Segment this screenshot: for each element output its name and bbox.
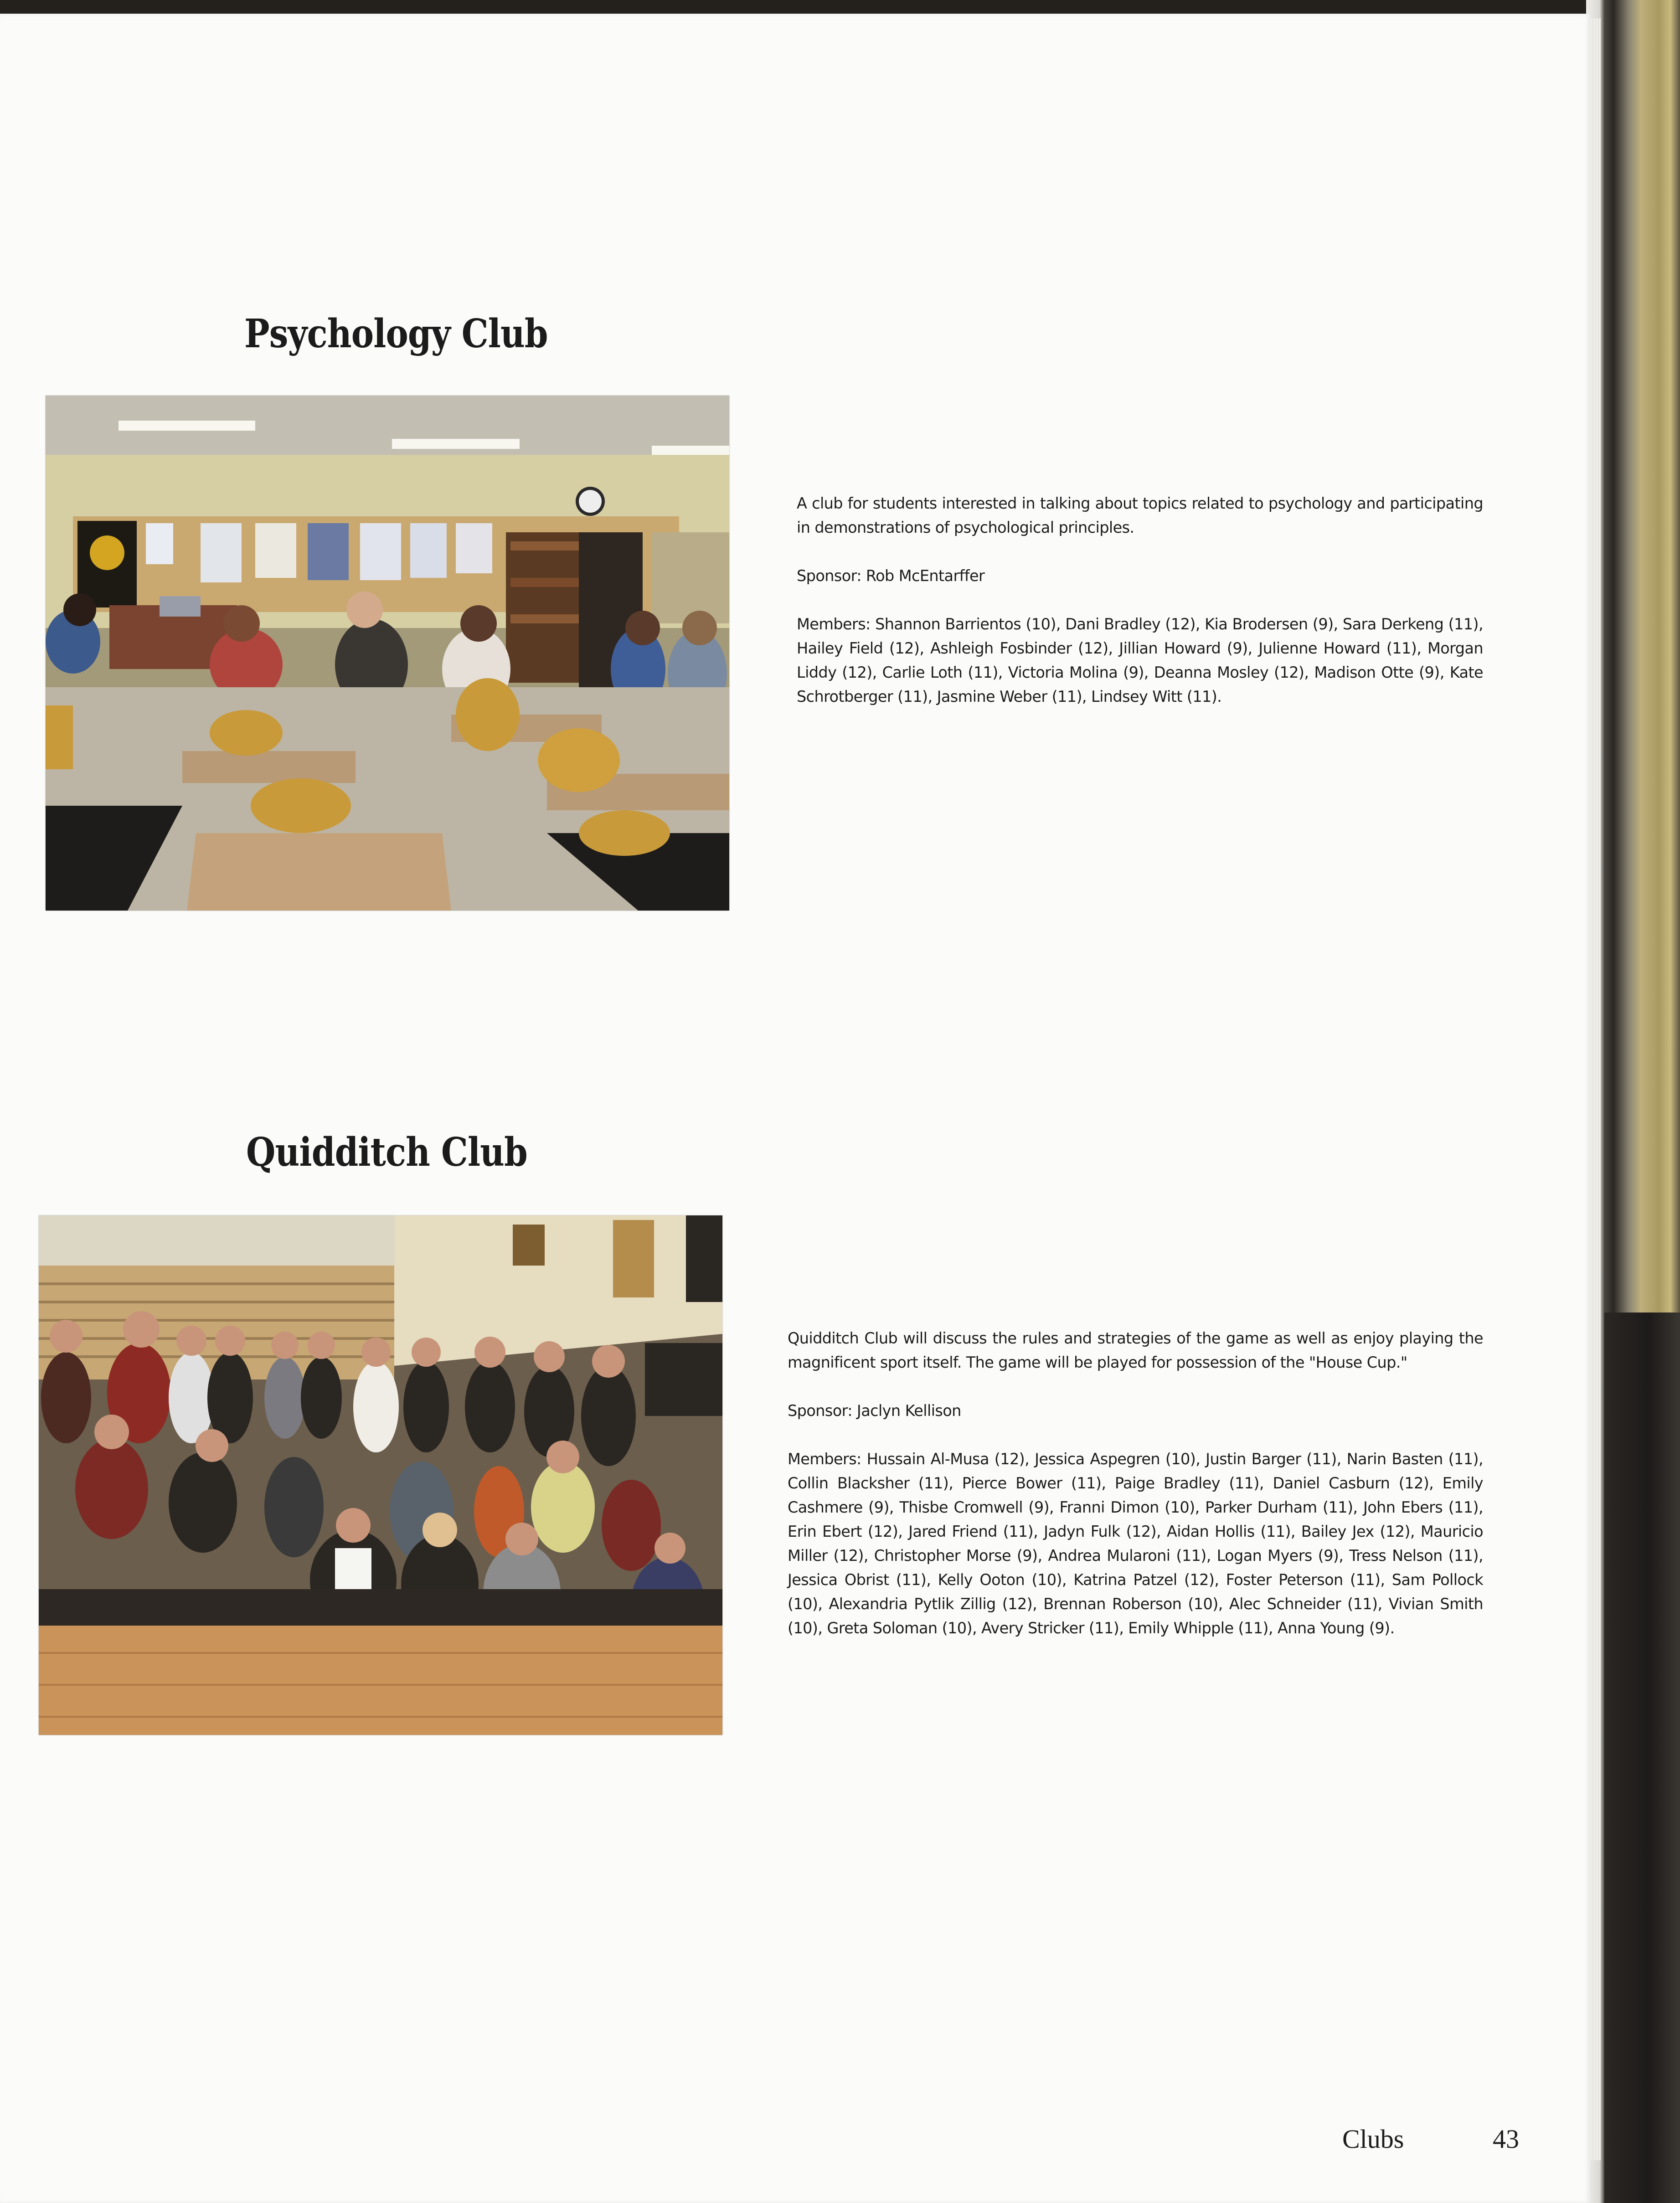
section-label: Clubs xyxy=(1342,2124,1404,2154)
quidditch-club-photo xyxy=(39,1215,722,1735)
quidditch-club-heading: Quidditch Club xyxy=(246,1129,527,1175)
psychology-club-sponsor: Sponsor: Rob McEntarffer xyxy=(797,567,985,585)
quidditch-club-description: Quidditch Club will discuss the rules and strategies of the game as well as enjoy playing the magnificent sport itself. The game will be played for possession of the "House Cup." xyxy=(788,1329,1483,1371)
psychology-club-text xyxy=(797,491,1483,733)
psychology-club-heading: Psychology Club xyxy=(244,311,548,357)
quidditch-club-members: Members: Hussain Al-Musa (12), Jessica Aspegren (10), Justin Barger (11), Narin Basten (11), Collin Blacksher (11), Pierce Bower (11), Paige Bradley (11), Daniel Casburn (12), Emily Cashmere (9), Thisbe Cromwell (9), Franni Dimon (10), Parker Durham (11), John Ebers (11), Erin Ebert (12), Jared Friend (11), Jadyn Fulk (12), Aidan Hollis (11), Bailey Jex (12), Mauricio Miller (12), Christopher Morse (9), Andrea Mularoni (11), Logan Myers (9), Tress Nelson (11), Jessica Obrist (11), Kelly Ooton (10), Katrina Patzel (12), Foster Peterson (11), Sam Pollock (10), Alexandria Pytlik Zillig (12), Brennan Roberson (10), Alec Schneider (11), Vivian Smith (10), Greta Soloman (10), Avery Stricker (11), Emily Whipple (11), Anna Young (9). xyxy=(788,1450,1483,1637)
psychology-club-description: A club for students interested in talking about topics related to psychology and participating in demonstrations of psychological principles. xyxy=(797,494,1483,536)
yearbook-page xyxy=(0,14,1591,2203)
psychology-club-photo xyxy=(46,396,729,911)
page-number: 43 xyxy=(1493,2124,1519,2154)
cover-shadow xyxy=(1604,1313,1680,2203)
quidditch-club-text xyxy=(788,1326,1483,1664)
book-binding-edge xyxy=(1586,0,1680,2203)
psychology-club-members: Members: Shannon Barrientos (10), Dani Bradley (12), Kia Brodersen (9), Sara Derkeng (11), Hailey Field (12), Ashleigh Fosbinder (12), Jillian Howard (9), Julienne Howard (11), Morgan Liddy (12), Carlie Loth (11), Victoria Molina (9), Deanna Mosley (12), Madison Otte (9), Kate Schrotberger (11), Jasmine Weber (11), Lindsey Witt (11). xyxy=(797,615,1483,705)
quidditch-club-sponsor: Sponsor: Jaclyn Kellison xyxy=(788,1402,961,1420)
